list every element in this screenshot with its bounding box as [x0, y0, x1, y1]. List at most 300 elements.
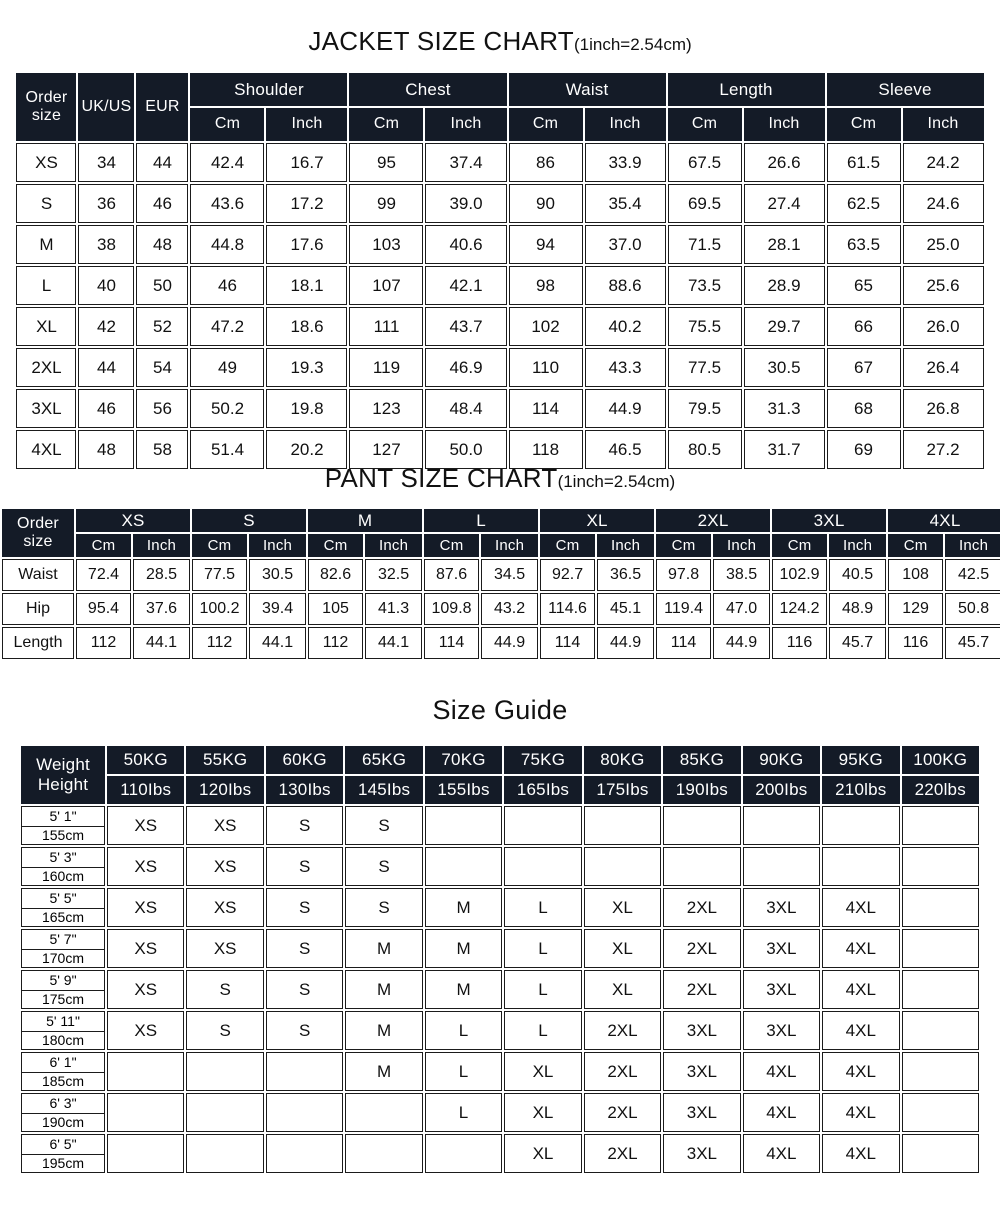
guide-height-cm: 180cm	[21, 1031, 105, 1051]
guide-size-cell	[425, 1134, 502, 1173]
guide-size-cell: 4XL	[743, 1134, 820, 1173]
guide-header-row-kg	[21, 746, 979, 774]
guide-size-cell: 4XL	[743, 1093, 820, 1132]
guide-weight-lbs-header: 165Ibs	[504, 776, 581, 804]
guide-size-cell	[902, 888, 979, 927]
jacket-cell-waist_cm: 90	[509, 184, 583, 223]
jacket-cell-shoulder_in: 17.2	[266, 184, 347, 223]
jacket-table-row	[16, 266, 983, 305]
pant-unit-header-2xl-inch: Inch	[713, 534, 770, 557]
pant-corner-line1: Order	[17, 515, 59, 533]
jacket-size-chart-section	[0, 26, 1000, 471]
guide-weight-lbs-header: 220lbs	[902, 776, 979, 804]
guide-weight-lbs-header: 210lbs	[822, 776, 899, 804]
pant-cell-value: 109.8	[424, 593, 479, 625]
pant-unit-header-xs-inch: Inch	[133, 534, 190, 557]
guide-height-stack	[21, 1011, 105, 1050]
jacket-cell-ukus: 38	[78, 225, 134, 264]
guide-size-cell: 3XL	[663, 1134, 740, 1173]
jacket-group-header-sleeve: Sleeve	[827, 73, 984, 106]
jacket-header-eur: EUR	[136, 73, 188, 141]
jacket-cell-sleeve_cm: 69	[827, 430, 901, 469]
guide-size-cell	[425, 806, 502, 845]
pant-cell-value: 108	[888, 559, 943, 591]
jacket-cell-size: S	[16, 184, 76, 223]
pant-cell-value: 102.9	[772, 559, 827, 591]
guide-corner-line2: Height	[37, 775, 89, 794]
pant-unit-header-xl-cm: Cm	[540, 534, 595, 557]
pant-group-header-xs: XS	[76, 509, 190, 532]
guide-size-cell: XL	[504, 1093, 581, 1132]
guide-height-cm: 160cm	[21, 867, 105, 887]
jacket-cell-eur: 48	[136, 225, 188, 264]
jacket-cell-size: L	[16, 266, 76, 305]
pant-unit-header-3xl-cm: Cm	[772, 534, 827, 557]
guide-weight-kg-header: 80KG	[584, 746, 661, 774]
guide-size-cell: 2XL	[584, 1093, 661, 1132]
pant-cell-value: 37.6	[133, 593, 190, 625]
guide-size-cell	[822, 806, 899, 845]
jacket-cell-chest_cm: 127	[349, 430, 423, 469]
jacket-table-row	[16, 348, 983, 387]
pant-size-table	[0, 507, 1000, 661]
jacket-cell-chest_in: 37.4	[425, 143, 506, 182]
pant-conversion-note: (1inch=2.54cm)	[557, 472, 676, 491]
guide-size-cell: 4XL	[822, 1011, 899, 1050]
jacket-cell-length_in: 28.9	[744, 266, 825, 305]
guide-size-cell: XL	[584, 970, 661, 1009]
jacket-cell-ukus: 44	[78, 348, 134, 387]
pant-unit-header-4xl-cm: Cm	[888, 534, 943, 557]
jacket-cell-size: XS	[16, 143, 76, 182]
guide-table-row	[21, 1134, 979, 1173]
guide-height-stack	[21, 1134, 105, 1173]
guide-table-row	[21, 1052, 979, 1091]
jacket-cell-ukus: 42	[78, 307, 134, 346]
jacket-cell-chest_in: 40.6	[425, 225, 506, 264]
jacket-cell-eur: 50	[136, 266, 188, 305]
guide-size-cell	[902, 929, 979, 968]
jacket-header-row-groups	[16, 73, 983, 106]
jacket-cell-waist_cm: 110	[509, 348, 583, 387]
jacket-cell-length_cm: 71.5	[668, 225, 742, 264]
pant-cell-value: 116	[772, 627, 827, 659]
guide-size-cell: L	[425, 1093, 502, 1132]
guide-size-cell	[663, 806, 740, 845]
guide-table-row	[21, 970, 979, 1009]
guide-size-cell: XS	[107, 929, 184, 968]
jacket-cell-shoulder_in: 16.7	[266, 143, 347, 182]
guide-size-cell: 3XL	[743, 929, 820, 968]
jacket-cell-sleeve_in: 25.0	[903, 225, 984, 264]
guide-size-cell: M	[345, 929, 422, 968]
pant-group-header-xl: XL	[540, 509, 654, 532]
guide-height-stack	[21, 847, 105, 886]
guide-height-stack	[21, 970, 105, 1009]
pant-cell-value: 97.8	[656, 559, 711, 591]
jacket-group-header-length: Length	[668, 73, 825, 106]
guide-height-cm: 165cm	[21, 908, 105, 928]
pant-cell-value: 47.0	[713, 593, 770, 625]
pant-cell-value: 30.5	[249, 559, 306, 591]
guide-size-cell: 4XL	[822, 1134, 899, 1173]
jacket-cell-chest_in: 39.0	[425, 184, 506, 223]
jacket-conversion-note: (1inch=2.54cm)	[574, 35, 692, 54]
guide-size-cell: S	[345, 888, 422, 927]
jacket-cell-length_in: 28.1	[744, 225, 825, 264]
guide-weight-lbs-header: 110Ibs	[107, 776, 184, 804]
guide-table-row	[21, 1011, 979, 1050]
jacket-cell-eur: 52	[136, 307, 188, 346]
pant-cell-value: 116	[888, 627, 943, 659]
guide-size-cell: S	[266, 847, 343, 886]
jacket-cell-shoulder_cm: 44.8	[190, 225, 264, 264]
guide-height-stack	[21, 1093, 105, 1132]
guide-size-cell	[266, 1134, 343, 1173]
guide-weight-kg-header: 55KG	[186, 746, 263, 774]
jacket-corner-line1: Order	[25, 89, 68, 107]
jacket-group-header-chest: Chest	[349, 73, 506, 106]
pant-header-row-groups	[2, 509, 1000, 532]
guide-height-feet: 5' 7"	[21, 929, 105, 949]
guide-weight-kg-header: 100KG	[902, 746, 979, 774]
pant-table-row	[2, 559, 1000, 591]
jacket-cell-size: M	[16, 225, 76, 264]
jacket-cell-length_in: 31.7	[744, 430, 825, 469]
jacket-cell-length_in: 27.4	[744, 184, 825, 223]
jacket-unit-header-shoulder-cm: Cm	[190, 108, 264, 141]
pant-unit-header-3xl-inch: Inch	[829, 534, 886, 557]
jacket-cell-shoulder_in: 18.1	[266, 266, 347, 305]
jacket-cell-waist_in: 40.2	[585, 307, 666, 346]
guide-size-cell: M	[345, 1052, 422, 1091]
guide-weight-lbs-header: 130Ibs	[266, 776, 343, 804]
guide-size-cell: L	[425, 1052, 502, 1091]
guide-size-cell: 4XL	[822, 888, 899, 927]
jacket-cell-chest_in: 48.4	[425, 389, 506, 428]
guide-height-cell	[21, 1052, 105, 1091]
guide-height-cm: 185cm	[21, 1072, 105, 1092]
guide-size-cell: S	[266, 888, 343, 927]
guide-size-cell: XL	[504, 1134, 581, 1173]
guide-height-stack	[21, 806, 105, 845]
jacket-cell-shoulder_cm: 46	[190, 266, 264, 305]
pant-chart-title	[0, 463, 1000, 494]
guide-weight-kg-header: 60KG	[266, 746, 343, 774]
jacket-cell-chest_cm: 103	[349, 225, 423, 264]
guide-header-row-lbs	[21, 776, 979, 804]
guide-size-cell	[266, 1052, 343, 1091]
guide-height-feet: 5' 3"	[21, 847, 105, 867]
jacket-cell-waist_in: 33.9	[585, 143, 666, 182]
pant-cell-value: 72.4	[76, 559, 131, 591]
pant-cell-value: 77.5	[192, 559, 247, 591]
size-guide-title: Size Guide	[432, 695, 568, 725]
guide-table-row	[21, 929, 979, 968]
guide-size-cell: XS	[107, 970, 184, 1009]
pant-group-header-l: L	[424, 509, 538, 532]
jacket-table-row	[16, 143, 983, 182]
jacket-group-header-shoulder: Shoulder	[190, 73, 347, 106]
pant-cell-value: 50.8	[945, 593, 1000, 625]
jacket-cell-chest_cm: 107	[349, 266, 423, 305]
guide-size-cell: 4XL	[822, 970, 899, 1009]
guide-size-cell: XS	[107, 888, 184, 927]
guide-weight-lbs-header: 155Ibs	[425, 776, 502, 804]
guide-size-cell: 3XL	[743, 1011, 820, 1050]
pant-group-header-2xl: 2XL	[656, 509, 770, 532]
guide-size-cell: M	[425, 888, 502, 927]
jacket-cell-length_in: 29.7	[744, 307, 825, 346]
pant-cell-value: 48.9	[829, 593, 886, 625]
jacket-cell-shoulder_in: 17.6	[266, 225, 347, 264]
jacket-table-row	[16, 184, 983, 223]
jacket-cell-chest_cm: 123	[349, 389, 423, 428]
pant-cell-value: 32.5	[365, 559, 422, 591]
pant-cell-value: 44.9	[713, 627, 770, 659]
pant-group-header-s: S	[192, 509, 306, 532]
guide-table-row	[21, 806, 979, 845]
jacket-cell-sleeve_cm: 63.5	[827, 225, 901, 264]
guide-height-cm: 175cm	[21, 990, 105, 1010]
guide-height-cm: 190cm	[21, 1113, 105, 1133]
pant-cell-value: 114.6	[540, 593, 595, 625]
guide-height-cell	[21, 1093, 105, 1132]
guide-size-cell	[902, 1093, 979, 1132]
jacket-cell-ukus: 34	[78, 143, 134, 182]
jacket-cell-waist_in: 43.3	[585, 348, 666, 387]
pant-unit-header-m-inch: Inch	[365, 534, 422, 557]
jacket-cell-eur: 46	[136, 184, 188, 223]
size-guide-section	[0, 695, 1000, 1175]
guide-weight-lbs-header: 200Ibs	[743, 776, 820, 804]
pant-cell-value: 39.4	[249, 593, 306, 625]
jacket-cell-length_in: 26.6	[744, 143, 825, 182]
guide-size-cell: 4XL	[743, 1052, 820, 1091]
jacket-cell-ukus: 36	[78, 184, 134, 223]
guide-size-cell	[902, 1052, 979, 1091]
jacket-chart-title	[0, 26, 1000, 57]
jacket-cell-sleeve_cm: 67	[827, 348, 901, 387]
jacket-size-table	[14, 71, 985, 471]
guide-height-feet: 6' 5"	[21, 1134, 105, 1154]
jacket-unit-header-waist-inch: Inch	[585, 108, 666, 141]
pant-cell-value: 87.6	[424, 559, 479, 591]
guide-size-cell	[902, 847, 979, 886]
pant-unit-header-s-inch: Inch	[249, 534, 306, 557]
pant-header-row-units	[2, 534, 1000, 557]
jacket-cell-ukus: 40	[78, 266, 134, 305]
guide-size-cell: L	[504, 929, 581, 968]
guide-height-cell	[21, 806, 105, 845]
jacket-cell-length_in: 31.3	[744, 389, 825, 428]
jacket-cell-length_cm: 77.5	[668, 348, 742, 387]
guide-height-feet: 5' 1"	[21, 806, 105, 826]
jacket-cell-sleeve_in: 24.2	[903, 143, 984, 182]
jacket-cell-shoulder_in: 19.8	[266, 389, 347, 428]
guide-size-cell: 3XL	[663, 1052, 740, 1091]
jacket-cell-waist_cm: 98	[509, 266, 583, 305]
pant-cell-value: 129	[888, 593, 943, 625]
jacket-cell-sleeve_in: 26.8	[903, 389, 984, 428]
jacket-unit-header-shoulder-inch: Inch	[266, 108, 347, 141]
jacket-table-row	[16, 307, 983, 346]
jacket-unit-header-waist-cm: Cm	[509, 108, 583, 141]
guide-size-cell: L	[504, 1011, 581, 1050]
guide-size-cell: M	[345, 970, 422, 1009]
guide-size-cell: 2XL	[663, 929, 740, 968]
pant-corner-line2: size	[23, 533, 53, 550]
guide-height-feet: 6' 1"	[21, 1052, 105, 1072]
jacket-cell-shoulder_in: 18.6	[266, 307, 347, 346]
jacket-cell-length_cm: 67.5	[668, 143, 742, 182]
guide-size-cell: S	[266, 1011, 343, 1050]
guide-weight-kg-header: 95KG	[822, 746, 899, 774]
guide-size-cell: S	[266, 970, 343, 1009]
jacket-unit-header-sleeve-cm: Cm	[827, 108, 901, 141]
guide-size-cell: S	[345, 847, 422, 886]
guide-weight-kg-header: 50KG	[107, 746, 184, 774]
guide-weight-lbs-header: 175Ibs	[584, 776, 661, 804]
pant-cell-value: 44.9	[481, 627, 538, 659]
guide-size-cell: XL	[504, 1052, 581, 1091]
jacket-cell-length_cm: 73.5	[668, 266, 742, 305]
pant-group-header-3xl: 3XL	[772, 509, 886, 532]
guide-size-cell	[425, 847, 502, 886]
pant-unit-header-4xl-inch: Inch	[945, 534, 1000, 557]
guide-size-cell: XS	[107, 847, 184, 886]
jacket-cell-shoulder_in: 20.2	[266, 430, 347, 469]
jacket-cell-sleeve_in: 26.4	[903, 348, 984, 387]
pant-cell-value: 38.5	[713, 559, 770, 591]
jacket-cell-shoulder_cm: 49	[190, 348, 264, 387]
guide-size-cell: XS	[186, 888, 263, 927]
jacket-cell-waist_cm: 114	[509, 389, 583, 428]
jacket-group-header-waist: Waist	[509, 73, 666, 106]
guide-height-feet: 6' 3"	[21, 1093, 105, 1113]
jacket-cell-chest_in: 43.7	[425, 307, 506, 346]
jacket-cell-waist_cm: 86	[509, 143, 583, 182]
jacket-cell-sleeve_in: 26.0	[903, 307, 984, 346]
guide-size-cell: L	[504, 888, 581, 927]
jacket-cell-chest_cm: 95	[349, 143, 423, 182]
pant-row-label: Hip	[2, 593, 74, 625]
jacket-cell-sleeve_cm: 65	[827, 266, 901, 305]
jacket-cell-size: 2XL	[16, 348, 76, 387]
guide-table-row	[21, 1093, 979, 1132]
jacket-unit-header-sleeve-inch: Inch	[903, 108, 984, 141]
pant-cell-value: 119.4	[656, 593, 711, 625]
pant-cell-value: 40.5	[829, 559, 886, 591]
guide-corner-line1: Weight	[36, 755, 90, 775]
jacket-cell-shoulder_cm: 42.4	[190, 143, 264, 182]
guide-height-stack	[21, 929, 105, 968]
pant-unit-header-l-inch: Inch	[481, 534, 538, 557]
guide-weight-lbs-header: 120Ibs	[186, 776, 263, 804]
pant-cell-value: 114	[424, 627, 479, 659]
guide-size-cell: XL	[584, 929, 661, 968]
jacket-table-row	[16, 389, 983, 428]
pant-group-header-4xl: 4XL	[888, 509, 1000, 532]
guide-size-cell	[663, 847, 740, 886]
guide-height-cell	[21, 1011, 105, 1050]
pant-unit-header-m-cm: Cm	[308, 534, 363, 557]
jacket-cell-shoulder_cm: 50.2	[190, 389, 264, 428]
guide-size-cell: M	[425, 929, 502, 968]
pant-table-row	[2, 627, 1000, 659]
guide-size-cell: M	[425, 970, 502, 1009]
pant-title-text: PANT SIZE CHART	[324, 463, 558, 493]
guide-size-cell: 3XL	[743, 970, 820, 1009]
guide-size-cell: XS	[186, 929, 263, 968]
guide-height-cell	[21, 970, 105, 1009]
guide-height-cell	[21, 1134, 105, 1173]
guide-weight-kg-header: 70KG	[425, 746, 502, 774]
pant-cell-value: 82.6	[308, 559, 363, 591]
jacket-unit-header-length-cm: Cm	[668, 108, 742, 141]
guide-size-cell: S	[345, 806, 422, 845]
guide-size-cell	[584, 806, 661, 845]
jacket-cell-chest_in: 46.9	[425, 348, 506, 387]
jacket-cell-size: 3XL	[16, 389, 76, 428]
guide-size-cell: XS	[107, 1011, 184, 1050]
jacket-cell-shoulder_cm: 43.6	[190, 184, 264, 223]
jacket-cell-sleeve_cm: 68	[827, 389, 901, 428]
jacket-cell-sleeve_in: 25.6	[903, 266, 984, 305]
guide-weight-kg-header: 65KG	[345, 746, 422, 774]
jacket-cell-length_cm: 69.5	[668, 184, 742, 223]
pant-row-label: Length	[2, 627, 74, 659]
pant-size-chart-section	[0, 463, 1000, 661]
guide-weight-lbs-header: 190Ibs	[663, 776, 740, 804]
jacket-corner-line2: size	[31, 107, 62, 124]
guide-size-cell: 4XL	[822, 1093, 899, 1132]
pant-unit-header-xl-inch: Inch	[597, 534, 654, 557]
guide-size-cell	[743, 847, 820, 886]
pant-cell-value: 45.1	[597, 593, 654, 625]
jacket-cell-chest_cm: 111	[349, 307, 423, 346]
guide-size-cell	[504, 847, 581, 886]
jacket-cell-waist_in: 35.4	[585, 184, 666, 223]
jacket-cell-chest_cm: 119	[349, 348, 423, 387]
guide-size-cell	[266, 1093, 343, 1132]
pant-cell-value: 124.2	[772, 593, 827, 625]
jacket-cell-shoulder_cm: 47.2	[190, 307, 264, 346]
pant-cell-value: 41.3	[365, 593, 422, 625]
jacket-cell-sleeve_in: 27.2	[903, 430, 984, 469]
guide-size-cell	[107, 1093, 184, 1132]
pant-cell-value: 28.5	[133, 559, 190, 591]
pant-cell-value: 34.5	[481, 559, 538, 591]
guide-size-cell	[584, 847, 661, 886]
jacket-unit-header-length-inch: Inch	[744, 108, 825, 141]
jacket-cell-length_cm: 80.5	[668, 430, 742, 469]
guide-size-cell	[186, 1134, 263, 1173]
guide-corner-weight-height	[21, 746, 105, 804]
jacket-cell-sleeve_in: 24.6	[903, 184, 984, 223]
guide-height-cell	[21, 847, 105, 886]
guide-size-cell	[902, 806, 979, 845]
jacket-cell-waist_in: 44.9	[585, 389, 666, 428]
guide-size-cell: 2XL	[584, 1134, 661, 1173]
jacket-cell-eur: 56	[136, 389, 188, 428]
guide-weight-kg-header: 90KG	[743, 746, 820, 774]
jacket-unit-header-chest-inch: Inch	[425, 108, 506, 141]
pant-corner-order-size	[2, 509, 74, 557]
pant-cell-value: 95.4	[76, 593, 131, 625]
guide-table-row	[21, 847, 979, 886]
pant-cell-value: 36.5	[597, 559, 654, 591]
